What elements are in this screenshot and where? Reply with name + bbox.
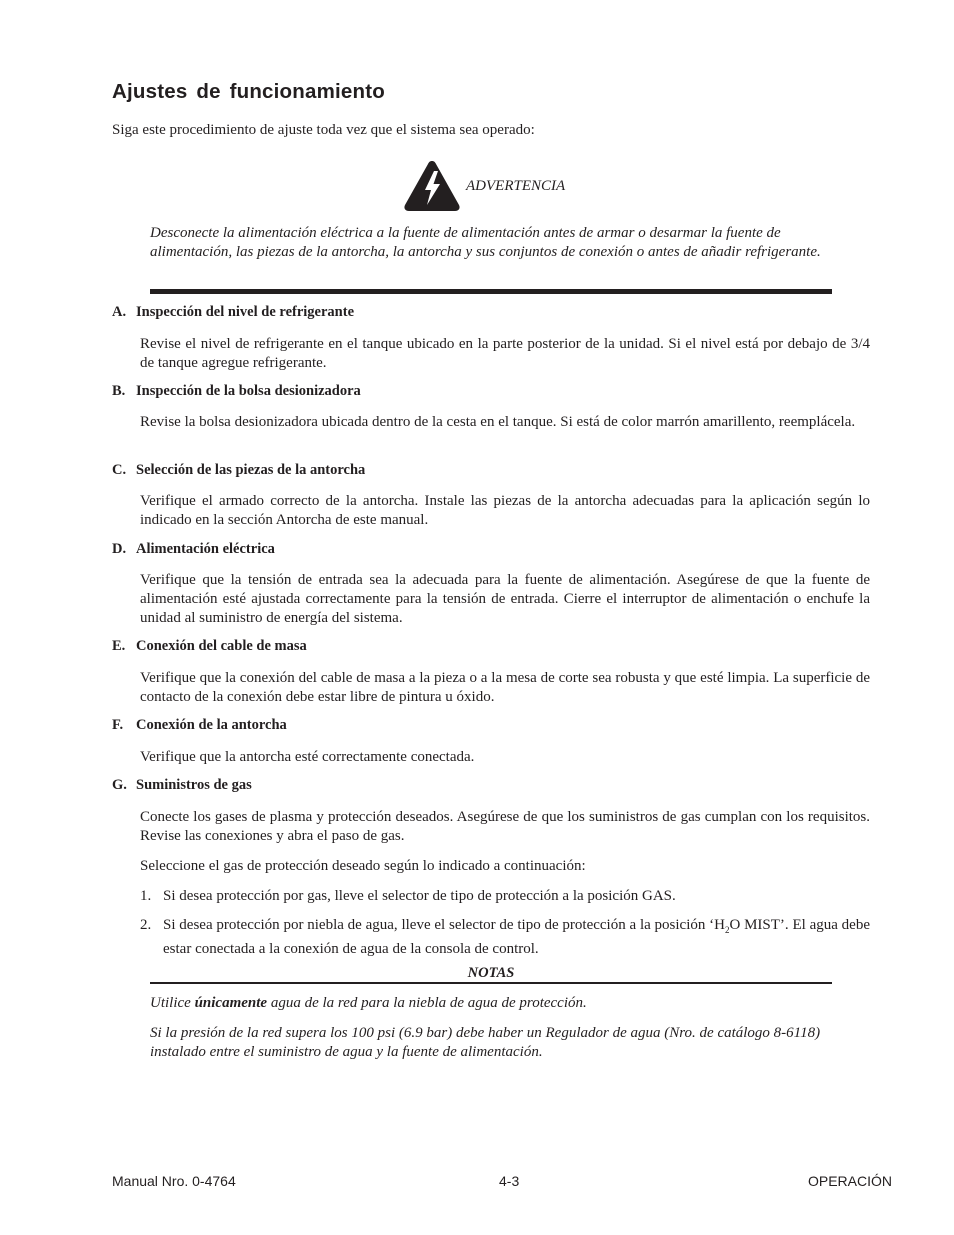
- note-text-part: agua de la red para la niebla de agua de protección.: [267, 995, 587, 1011]
- page-title: Ajustes de funcionamiento: [112, 80, 385, 103]
- section-body-f: Verifique que la antorcha esté correctamente conectada.: [140, 749, 475, 765]
- section-letter: C.: [112, 462, 127, 478]
- section-body-d: Verifique que la tensión de entrada sea la adecuada para la fuente de alimentación. Asegúrese de que la fuente de alimentación esté ajustada correctamente para la tensión de entrada. Cierre el interruptor de alimentación o enchufe la unidad al suministro de energía del sistema.: [140, 572, 870, 626]
- list-text: [163, 916, 870, 959]
- notes-label: NOTAS: [467, 965, 515, 981]
- section-title: Conexión de la antorcha: [136, 717, 287, 733]
- section-heading-a: [112, 304, 354, 321]
- section-title: Suministros de gas: [136, 777, 252, 793]
- section-title: Conexión del cable de masa: [136, 638, 307, 654]
- warning-header: [403, 160, 603, 212]
- section-heading-f: [112, 717, 287, 734]
- section-body-c: Verifique el armado correcto de la antorcha. Instale las piezas de la antorcha adecuadas para la aplicación según lo indicado en la sección Antorcha de este manual.: [140, 493, 870, 528]
- note-emphasis: únicamente: [194, 995, 268, 1011]
- note-1: [150, 994, 840, 1013]
- section-letter: D.: [112, 541, 127, 557]
- section-body-g-select: Seleccione el gas de protección deseado según lo indicado a continuación:: [140, 858, 586, 874]
- intro-text: Siga este procedimiento de ajuste toda vez que el sistema sea operado:: [112, 122, 535, 138]
- list-text-part: O MIST’. El agua debe estar conectada a la conexión de agua de la consola de control.: [163, 917, 870, 957]
- section-title: Selección de las piezas de la antorcha: [136, 462, 366, 478]
- section-title: Inspección del nivel de refrigerante: [136, 304, 355, 320]
- warning-divider: [150, 289, 832, 294]
- section-body-g: Conecte los gases de plasma y protección deseados. Asegúrese de que los suministros de gas cumplan con los requisitos. Revise las conexiones y abra el paso de gas.: [140, 809, 870, 844]
- note-2: Si la presión de la red supera los 100 psi (6.9 bar) debe haber un Regulador de agua (Nro. de catálogo 8-6118) instalado entre el suministro de agua y la fuente de alimentación.: [150, 1025, 821, 1060]
- footer-page-number: 4-3: [499, 1173, 520, 1189]
- section-letter: F.: [112, 717, 124, 733]
- section-title: Inspección de la bolsa desionizadora: [136, 383, 361, 399]
- section-heading-b: [112, 383, 361, 400]
- section-heading-c: [112, 462, 365, 479]
- notes-divider: [150, 982, 832, 984]
- warning-label: ADVERTENCIA: [466, 178, 566, 194]
- section-letter: B.: [112, 383, 126, 399]
- warning-text: Desconecte la alimentación eléctrica a la fuente de alimentación antes de armar o desarmar la fuente de alimentación, las piezas de la antorcha, la antorcha y sus conjuntos de conexión o antes de añadir refrigerante.: [150, 225, 821, 260]
- subscript: 2: [724, 925, 730, 935]
- section-heading-g: [112, 777, 252, 794]
- section-letter: E.: [112, 638, 126, 654]
- footer-section-name: OPERACIÓN: [807, 1173, 892, 1189]
- section-body-b: Revise la bolsa desionizadora ubicada dentro de la cesta en el tanque. Si está de color marrón amarillento, reemplácela.: [140, 414, 856, 430]
- section-letter: G.: [112, 777, 127, 793]
- list-text: Si desea protección por gas, lleve el selector de tipo de protección a la posición GAS.: [163, 888, 676, 904]
- list-number: 2.: [140, 917, 152, 933]
- section-heading-d: [112, 541, 275, 558]
- section-title: Alimentación eléctrica: [136, 541, 275, 557]
- section-body-e: Verifique que la conexión del cable de masa a la pieza o a la mesa de corte sea robusta y que esté limpia. La superficie de contacto de la conexión debe estar libre de pintura u óxido.: [140, 670, 870, 705]
- list-text-part: Si desea protección por niebla de agua, lleve el selector de tipo de protección a la posición ‘H: [163, 917, 725, 933]
- electrical-hazard-icon: [403, 160, 461, 212]
- section-body-a: Revise el nivel de refrigerante en el tanque ubicado en la parte posterior de la unidad. Si el nivel está por debajo de 3/4 de tanque agregue refrigerante.: [140, 336, 870, 371]
- note-text-part: Utilice: [150, 995, 195, 1011]
- section-heading-e: [112, 638, 307, 655]
- footer-manual-number: Manual Nro. 0-4764: [112, 1173, 236, 1189]
- list-number: 1.: [140, 888, 152, 904]
- section-letter: A.: [112, 304, 127, 320]
